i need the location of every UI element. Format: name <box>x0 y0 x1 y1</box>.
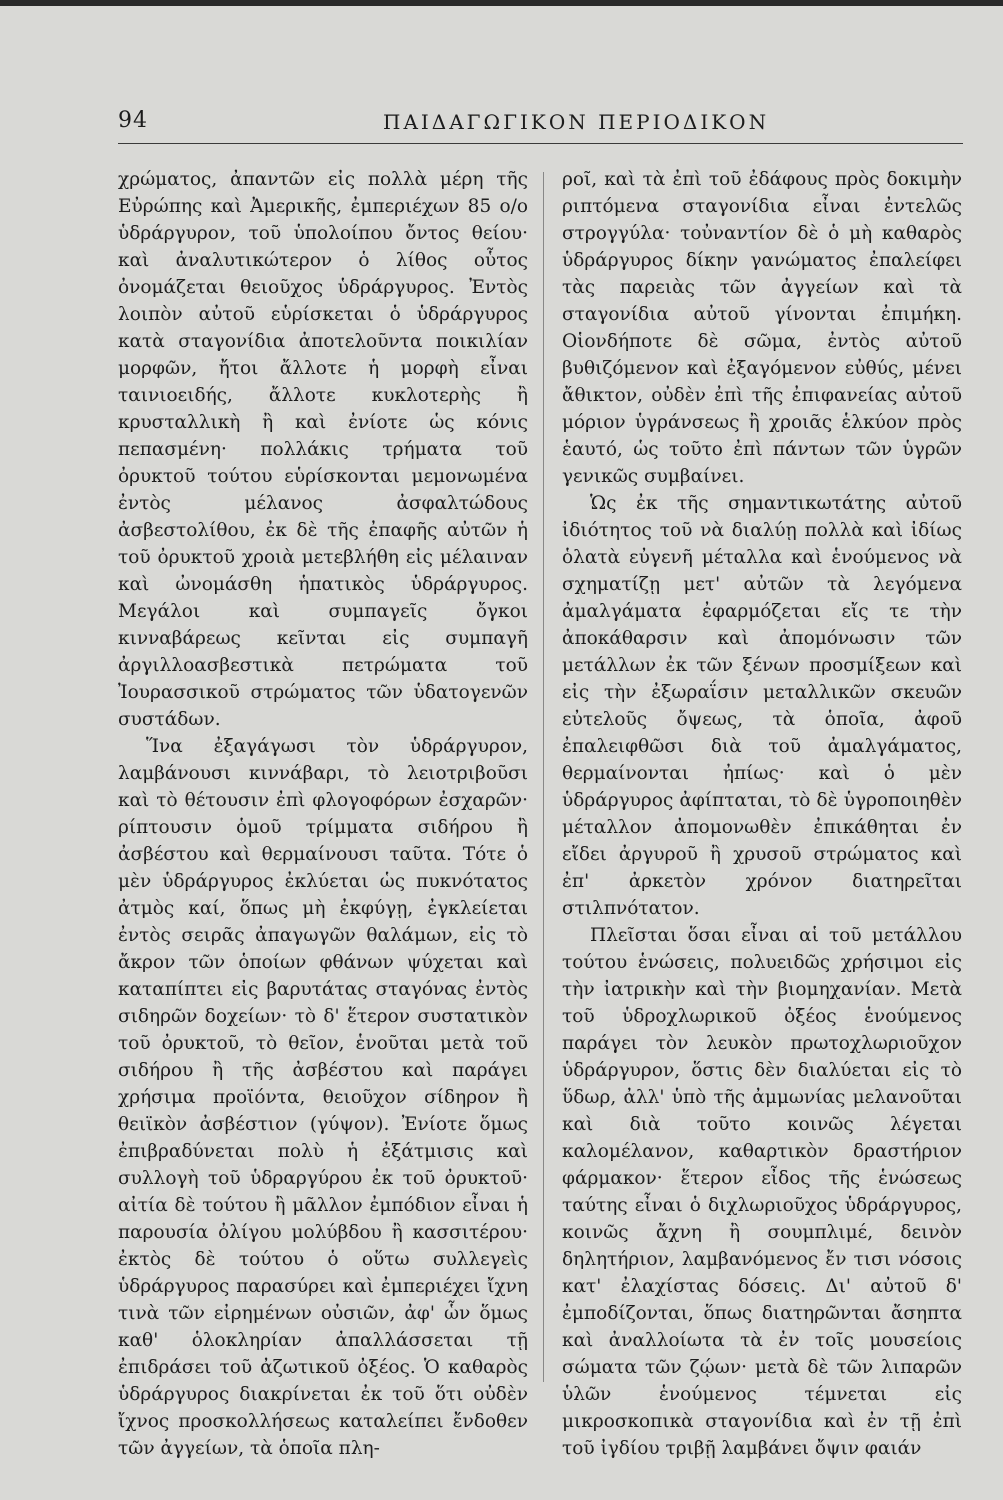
left-column <box>118 166 528 1462</box>
paragraph: Ὡς ἐκ τῆς σημαντικωτάτης αὐτοῦ ἰδιότητος τοῦ νὰ διαλύῃ πολλὰ καὶ ἰδίως ὁλατὰ εὐγενῆ μέταλλα καὶ ἑνούμενος νὰ σχηματίζῃ μετ' αὐτῶν τὰ λεγόμενα ἀμαλγάματα ἐφαρμόζεται εἴς τε τὴν ἀποκάθαρσιν καὶ ἀπομόνωσιν τῶν μετάλλων ἐκ τῶν ξένων προσμίξεων καὶ εἰς τὴν ἐξωραΐσιν μεταλλικῶν σκευῶν εὐτελοῦς ὄψεως, τὰ ὁποῖα, ἀφοῦ ἐπαλειφθῶσι διὰ τοῦ ἀμαλγάματος, θερμαίνονται ἠπίως· καὶ ὁ μὲν ὑδράργυρος ἀφίπταται, τὸ δὲ ὑγροποιηθὲν μέταλλον ἀπομονωθὲν ἐπικάθηται ἐν εἴδει ἀργυροῦ ἢ χρυσοῦ στρώματος καὶ ἐπ' ἀρκετὸν χρόνον διατηρεῖται στιλπνότατον. <box>562 493 962 919</box>
header-rule <box>118 143 963 144</box>
page-number: 94 <box>118 108 148 133</box>
column-divider <box>543 172 544 1382</box>
paragraph: Πλεῖσται ὅσαι εἶναι αἱ τοῦ μετάλλου τούτου ἑνώσεις, πολυειδῶς χρήσιμοι εἰς τὴν ἰατρικὴν καὶ τὴν βιομηχανίαν. Μετὰ τοῦ ὑδροχλωρικοῦ ὀξέος ἑνούμενος παράγει τὸν λευκὸν πρωτοχλωριοῦχον ὑδράργυρον, ὅστις δὲν διαλύεται εἰς τὸ ὕδωρ, ἀλλ' ὑπὸ τῆς ἀμμωνίας μελανοῦται καὶ διὰ τοῦτο κοινῶς λέγεται καλομέλανον, καθαρτικὸν δραστήριον φάρμακον· ἕτερον εἶδος τῆς ἑνώσεως ταύτης εἶναι ὁ διχλωριοῦχος ὑδράργυρος, κοινῶς ἄχνη ἢ σουμπλιμέ, δεινὸν δηλητήριον, λαμβανόμενος ἔν τισι νόσοις κατ' ἐλαχίστας δόσεις. Δι' αὐτοῦ δ' ἐμποδίζονται, ὅπως διατηρῶνται ἄσηπτα καὶ ἀναλλοίωτα τὰ ἐν τοῖς μουσείοις σώματα τῶν ζῴων· μετὰ δὲ τῶν λιπαρῶν ὑλῶν ἑνούμενος τέμνεται εἰς μικροσκοπικὰ σταγονίδια καὶ ἐν τῇ ἐπὶ τοῦ ἰγδίου τριβῇ λαμβάνει ὄψιν φαιάν <box>562 925 962 1459</box>
paragraph: ροῖ, καὶ τὰ ἐπὶ τοῦ ἐδάφους πρὸς δοκιμὴν ριπτόμενα σταγονίδια εἶναι ἐντελῶς στρογγύλα· τοὐναντίον δὲ ὁ μὴ καθαρὸς ὑδράργυρος δίκην γανώματος ἐπαλείφει τὰς παρειὰς τῶν ἀγγείων καὶ τὰ σταγονίδια αὐτοῦ γίνονται ἐπιμήκη. Οἱονδήποτε δὲ σῶμα, ἐντὸς αὐτοῦ βυθιζόμενον καὶ ἐξαγόμενον εὐθύς, μένει ἄθικτον, οὐδὲν ἐπὶ τῆς ἐπιφανείας αὐτοῦ μόριον ὑγράνσεως ἢ χροιᾶς ἑλκύον πρὸς ἑαυτό, ὡς τοῦτο ἐπὶ πάντων τῶν ὑγρῶν γενικῶς συμβαίνει. <box>562 169 962 487</box>
running-title: ΠΑΙΔΑΓΩΓΙΚΟΝ ΠΕΡΙΟΔΙΚΟΝ <box>383 110 770 134</box>
page-header <box>118 108 960 140</box>
right-column <box>562 166 962 1462</box>
paragraph: χρώματος, ἀπαντῶν εἰς πολλὰ μέρη τῆς Εὐρώπης καὶ Ἀμερικῆς, ἐμπεριέχων 85 ο/ο ὑδράργυρον, τοῦ ὑπολοίπου ὄντος θείου· καὶ ἀναλυτικώτερον ὁ λίθος οὗτος ὀνομάζεται θειοῦχος ὑδράργυρος. Ἐντὸς λοιπὸν αὐτοῦ εὑρίσκεται ὁ ὑδράργυρος κατὰ σταγονίδια ἀποτελοῦντα ποικιλίαν μορφῶν, ἤτοι ἄλλοτε ἡ μορφὴ εἶναι ταινιοειδής, ἄλλοτε κυκλοτερὴς ἢ κρυσταλλικὴ ἢ καὶ ἐνίοτε ὡς κόνις πεπασμένη· πολλάκις τρήματα τοῦ ὀρυκτοῦ τούτου εὑρίσκονται μεμονωμένα ἐντὸς μέλανος ἀσφαλτώδους ἀσβεστολίθου, ἐκ δὲ τῆς ἐπαφῆς αὐτῶν ἡ τοῦ ὀρυκτοῦ χροιὰ μετεβλήθη εἰς μέλαιναν καὶ ὠνομάσθη ἡπατικὸς ὑδράργυρος. Μεγάλοι καὶ συμπαγεῖς ὄγκοι κινναβάρεως κεῖνται εἰς συμπαγῆ ἀργιλλοασβεστικὰ πετρώματα τοῦ Ἰουρασσικοῦ στρώματος τῶν ὑδατογενῶν συστάδων. <box>118 169 528 730</box>
scan-top-edge <box>0 0 1003 6</box>
paragraph: Ἵνα ἐξαγάγωσι τὸν ὑδράργυρον, λαμβάνουσι κιννάβαρι, τὸ λειοτριβοῦσι καὶ τὸ θέτουσιν ἐπὶ φλογοφόρων ἐσχαρῶν· ρίπτουσιν ὁμοῦ τρίμματα σιδήρου ἢ ἀσβέστου καὶ θερμαίνουσι ταῦτα. Τότε ὁ μὲν ὑδράργυρος ἐκλύεται ὡς πυκνότατος ἀτμὸς καί, ὅπως μὴ ἐκφύγῃ, ἐγκλείεται ἐντὸς σειρᾶς ἀπαγωγῶν θαλάμων, εἰς τὸ ἄκρον τῶν ὁποίων φθάνων ψύχεται καὶ καταπίπτει εἰς βαρυτάτας σταγόνας ἐντὸς σιδηρῶν δοχείων· τὸ δ' ἕτερον συστατικὸν τοῦ ὀρυκτοῦ, τὸ θεῖον, ἑνοῦται μετὰ τοῦ σιδήρου ἢ τῆς ἀσβέστου καὶ παράγει χρήσιμα προϊόντα, θειοῦχον σίδηρον ἢ θειϊκὸν ἀσβέστιον (γύψον). Ἐνίοτε ὅμως ἐπιβραδύνεται πολὺ ἡ ἐξάτμισις καὶ συλλογὴ τοῦ ὑδραργύρου ἐκ τοῦ ὀρυκτοῦ· αἰτία δὲ τούτου ἢ μᾶλλον ἐμπόδιον εἶναι ἡ παρουσία ὀλίγου μολύβδου ἢ κασσιτέρου· ἐκτὸς δὲ τούτου ὁ οὕτω συλλεγεὶς ὑδράργυρος παρασύρει καὶ ἐμπεριέχει ἴχνη τινὰ τῶν εἰρημένων οὐσιῶν, ἀφ' ὧν ὅμως καθ' ὁλοκληρίαν ἀπαλλάσσεται τῇ ἐπιδράσει τοῦ ἀζωτικοῦ ὀξέος. Ὁ καθαρὸς ὑδράργυρος διακρίνεται ἐκ τοῦ ὅτι οὐδὲν ἴχνος προσκολλήσεως καταλείπει ἔνδοθεν τῶν ἀγγείων, τὰ ὁποῖα πλη- <box>118 736 528 1459</box>
